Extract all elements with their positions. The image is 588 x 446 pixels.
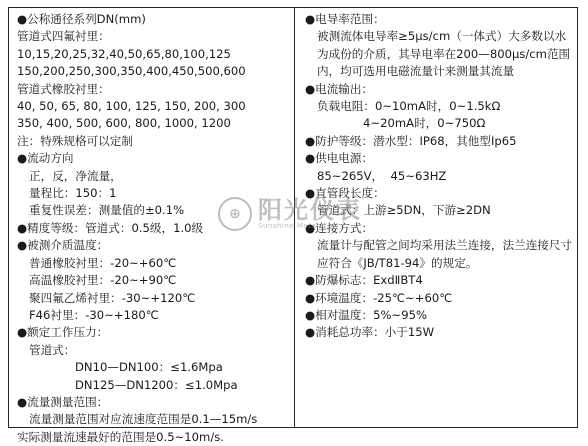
spec-line: 实际测量流速最好的范围是0.5~10m/s. <box>17 429 224 444</box>
spec-paragraph: 流量计与配管之间均采用法兰连接，法兰连接尺寸应符合《JB/T81-94》的规定。 <box>317 238 573 270</box>
spec-heading-nominal-diameter: ●公称通径系列DN(mm) <box>17 12 146 26</box>
left-spec-column <box>17 11 291 446</box>
spec-line: 350, 400, 500, 600, 800, 1000, 1200 <box>17 116 231 131</box>
spec-heading-protection: ●防护等级：潜水型：IP68，其他型Ip65 <box>305 133 517 148</box>
spec-heading-explosion-proof: ●防爆标志：ExdⅡBT4 <box>305 273 423 288</box>
column-divider <box>294 7 295 428</box>
spec-heading-power-supply: ●供电电源： <box>305 151 374 166</box>
spec-heading-ambient-temperature: ●环境温度：-25℃~+60℃ <box>305 290 453 305</box>
spec-line: 正，反，净流量， <box>29 168 122 183</box>
spec-heading-conductivity: ●电导率范围： <box>305 12 385 26</box>
spec-heading-current-output: ●电流输出： <box>305 81 374 96</box>
spec-heading-medium-temperature: ●被测介质温度： <box>17 238 109 253</box>
spec-line: F46衬里：-30~+180℃ <box>29 307 159 322</box>
spec-line: 85~265V， 45~63HZ <box>317 168 447 183</box>
spec-heading-working-pressure: ●额定工作压力： <box>17 325 109 340</box>
spec-line: DN10—DN100：≤1.6Mpa <box>75 360 223 375</box>
watermark-cn: 阳光仪表 <box>258 195 362 224</box>
spec-heading-power-consumption: ●消耗总功率：小于15W <box>305 325 435 340</box>
spec-line: 高温橡胶衬里：-20~+90℃ <box>29 273 177 288</box>
spec-line: 150,200,250,300,350,400,450,500,600 <box>17 64 246 79</box>
spec-line: 管道式： <box>29 342 76 357</box>
spec-heading-flow-direction: ●流动方向 <box>17 151 74 166</box>
spec-line: DN125—DN1200：≤1.0Mpa <box>75 377 238 392</box>
spec-line: 40, 50, 65, 80, 100, 125, 150, 200, 300 <box>17 99 246 114</box>
spec-line: 聚四氟乙烯衬里：-30~+120℃ <box>29 290 196 305</box>
spec-line: 管道式四氟衬里： <box>17 29 110 44</box>
spec-line: 普通橡胶衬里：-20~+60℃ <box>29 255 177 270</box>
spec-line: 负载电阻：0~10mA时，0~1.5kΩ <box>317 99 501 114</box>
spec-heading-relative-humidity: ●相对温度：5%~95% <box>305 307 427 322</box>
spec-line: 流量测量范围对应流速度范围是0.1—15m/s <box>29 412 258 427</box>
spec-paragraph: 被测流体电导率≥5μs/cm（一体式）大多数以水为成份的介质，其导电率在200—800μs/cm范围内，均可选用电磁流量计来测量其流量 <box>317 29 571 79</box>
spec-heading-straight-pipe: ●直管段长度： <box>305 186 385 201</box>
spec-line: 10,15,20,25,32,40,50,65,80,100,125 <box>17 46 231 61</box>
spec-line: 4~20mA时，0~750Ω <box>363 116 486 131</box>
right-spec-column <box>305 11 575 342</box>
watermark-logo-icon: ⊕ <box>218 197 252 231</box>
spec-line: 管道式橡胶衬里： <box>17 81 110 96</box>
spec-line: 重复性误差：测量值的±0.1% <box>29 203 185 218</box>
spec-note: 注：特殊规格可以定制 <box>17 133 133 148</box>
watermark-en: Sunshine Meters <box>258 221 324 230</box>
spec-heading-accuracy: ●精度等级：管道式：0.5级，1.0级 <box>17 220 204 235</box>
spec-heading-connection: ●连接方式： <box>305 220 374 235</box>
spec-line: 量程比：150：1 <box>29 186 117 201</box>
spec-line: 管道式：上游≥5DN，下游≥2DN <box>317 203 491 218</box>
spec-heading-flow-range: ●流量测量范围： <box>17 394 109 409</box>
